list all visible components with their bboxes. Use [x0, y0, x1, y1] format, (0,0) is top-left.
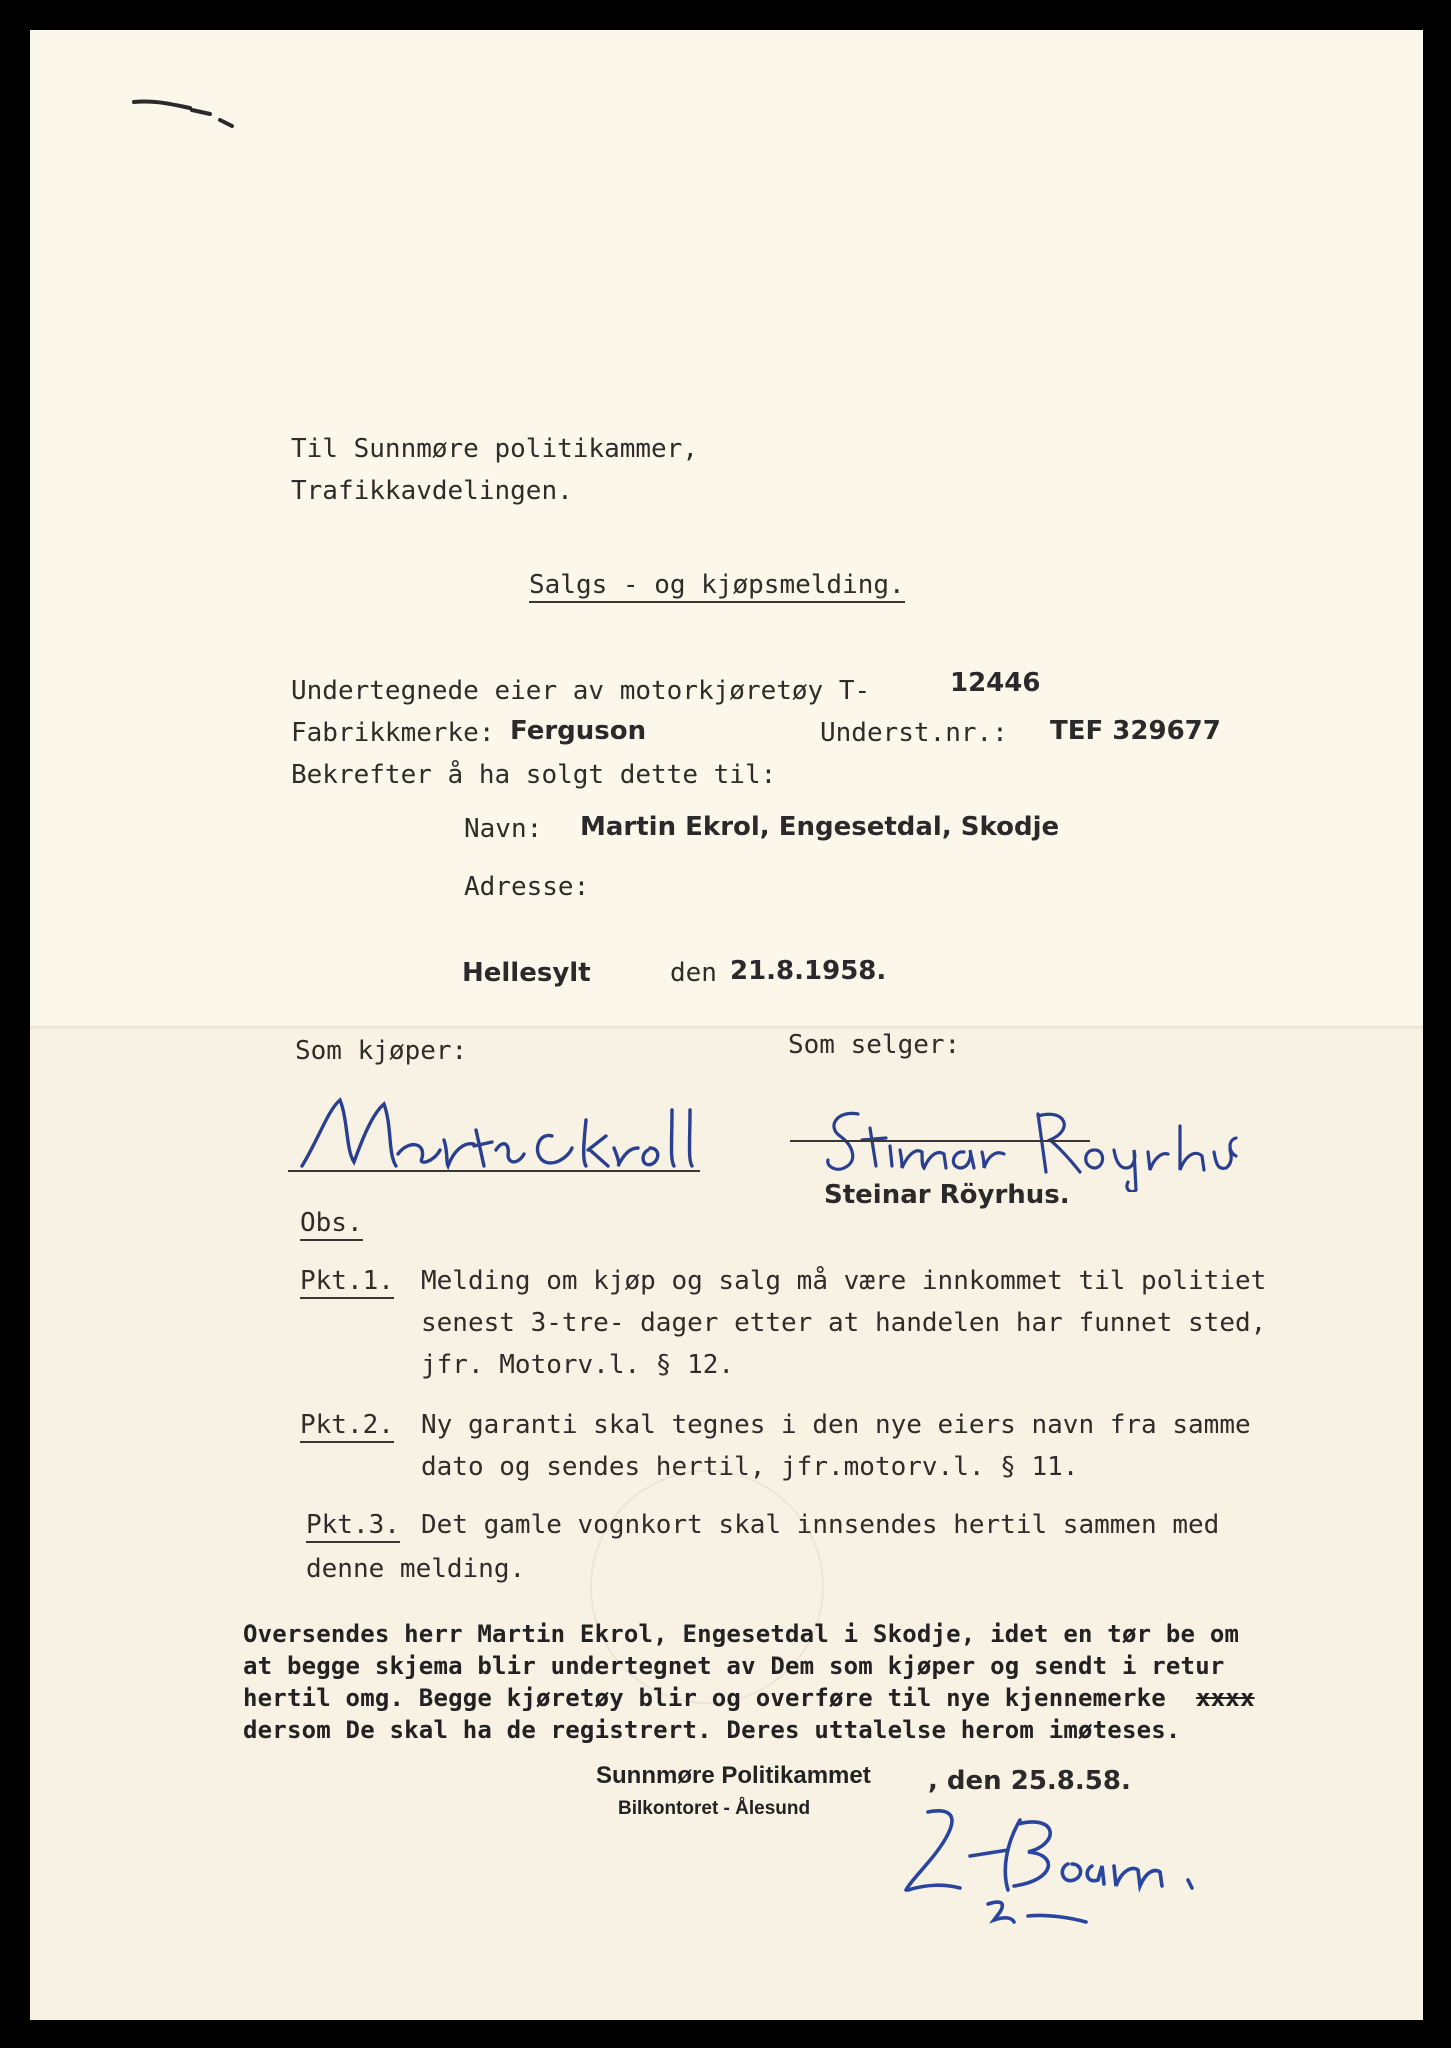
note-2-label: Pkt.2.	[300, 1410, 394, 1443]
ink-scratch-mark	[130, 88, 240, 128]
struck-text: xxxx	[1196, 1684, 1255, 1712]
buyer-name-label: Navn:	[464, 814, 543, 844]
forwarding-line-4: dersom De skal ha de registrert. Deres uttalelse herom imøteses.	[243, 1716, 1181, 1744]
buyer-signature-line	[288, 1170, 700, 1172]
note-3-label: Pkt.3.	[306, 1510, 400, 1543]
make-label: Fabrikkmerke:	[291, 718, 495, 748]
note-3-line-2: denne melding.	[306, 1554, 526, 1584]
chassis-value: TEF 329677	[1050, 716, 1221, 746]
note-1-line-3: jfr. Motorv.l. § 12.	[421, 1350, 735, 1380]
forwarding-line-1: Oversendes herr Martin Ekrol, Engesetdal i Skodje, idet en tør be om	[243, 1620, 1240, 1648]
buyer-address-label: Adresse:	[464, 872, 590, 902]
forwarding-line-2: at begge skjema blir undertegnet av Dem som kjøper og sendt i retur	[243, 1652, 1225, 1680]
recipient-line-2: Trafikkavdelingen.	[291, 476, 573, 506]
recipient-line-1: Til Sunnmøre politikammer,	[291, 434, 698, 464]
seller-label: Som selger:	[788, 1030, 961, 1060]
office-stamp-line-2: Bilkontoret - Ålesund	[618, 1798, 811, 1819]
chassis-label: Underst.nr.:	[820, 718, 1008, 748]
seller-signature-line	[790, 1140, 1090, 1142]
buyer-label: Som kjøper:	[295, 1036, 468, 1066]
office-date: , den 25.8.58.	[928, 1766, 1131, 1796]
forwarding-line-3: hertil omg. Begge kjøretøy blir og overføre til nye kjennemerke	[243, 1684, 1166, 1712]
note-3-line-1: Det gamle vognkort skal innsendes hertil sammen med	[421, 1510, 1220, 1540]
seller-signature	[818, 1100, 1238, 1192]
make-value: Ferguson	[510, 716, 647, 746]
document-title: Salgs - og kjøpsmelding.	[529, 570, 905, 603]
date-prefix: den	[670, 958, 717, 988]
official-signature	[888, 1794, 1308, 1934]
fold-line	[30, 1026, 1423, 1029]
office-stamp-line-1: Sunnmøre Politikammet	[596, 1762, 871, 1789]
seller-typed-name: Steinar Röyrhus.	[824, 1180, 1070, 1210]
note-2-line-2: dato og sendes hertil, jfr.motorv.l. § 11.	[421, 1452, 1079, 1482]
owner-statement: Undertegnede eier av motorkjøretøy T-	[291, 676, 871, 706]
registration-number: 12446	[950, 668, 1041, 698]
obs-heading: Obs.	[300, 1208, 363, 1241]
document-page	[30, 30, 1423, 2020]
sale-date: 21.8.1958.	[730, 956, 887, 986]
note-2-line-1: Ny garanti skal tegnes i den nye eiers navn fra samme	[421, 1410, 1251, 1440]
place: Hellesylt	[462, 958, 591, 988]
confirm-text: Bekrefter å ha solgt dette til:	[291, 760, 777, 790]
note-1-label: Pkt.1.	[300, 1266, 394, 1299]
note-1-line-2: senest 3-tre- dager etter at handelen har funnet sted,	[421, 1308, 1267, 1338]
note-1-line-1: Melding om kjøp og salg må være innkommet til politiet	[421, 1266, 1267, 1296]
buyer-signature	[288, 1070, 708, 1180]
buyer-name-value: Martin Ekrol, Engesetdal, Skodje	[580, 812, 1060, 842]
